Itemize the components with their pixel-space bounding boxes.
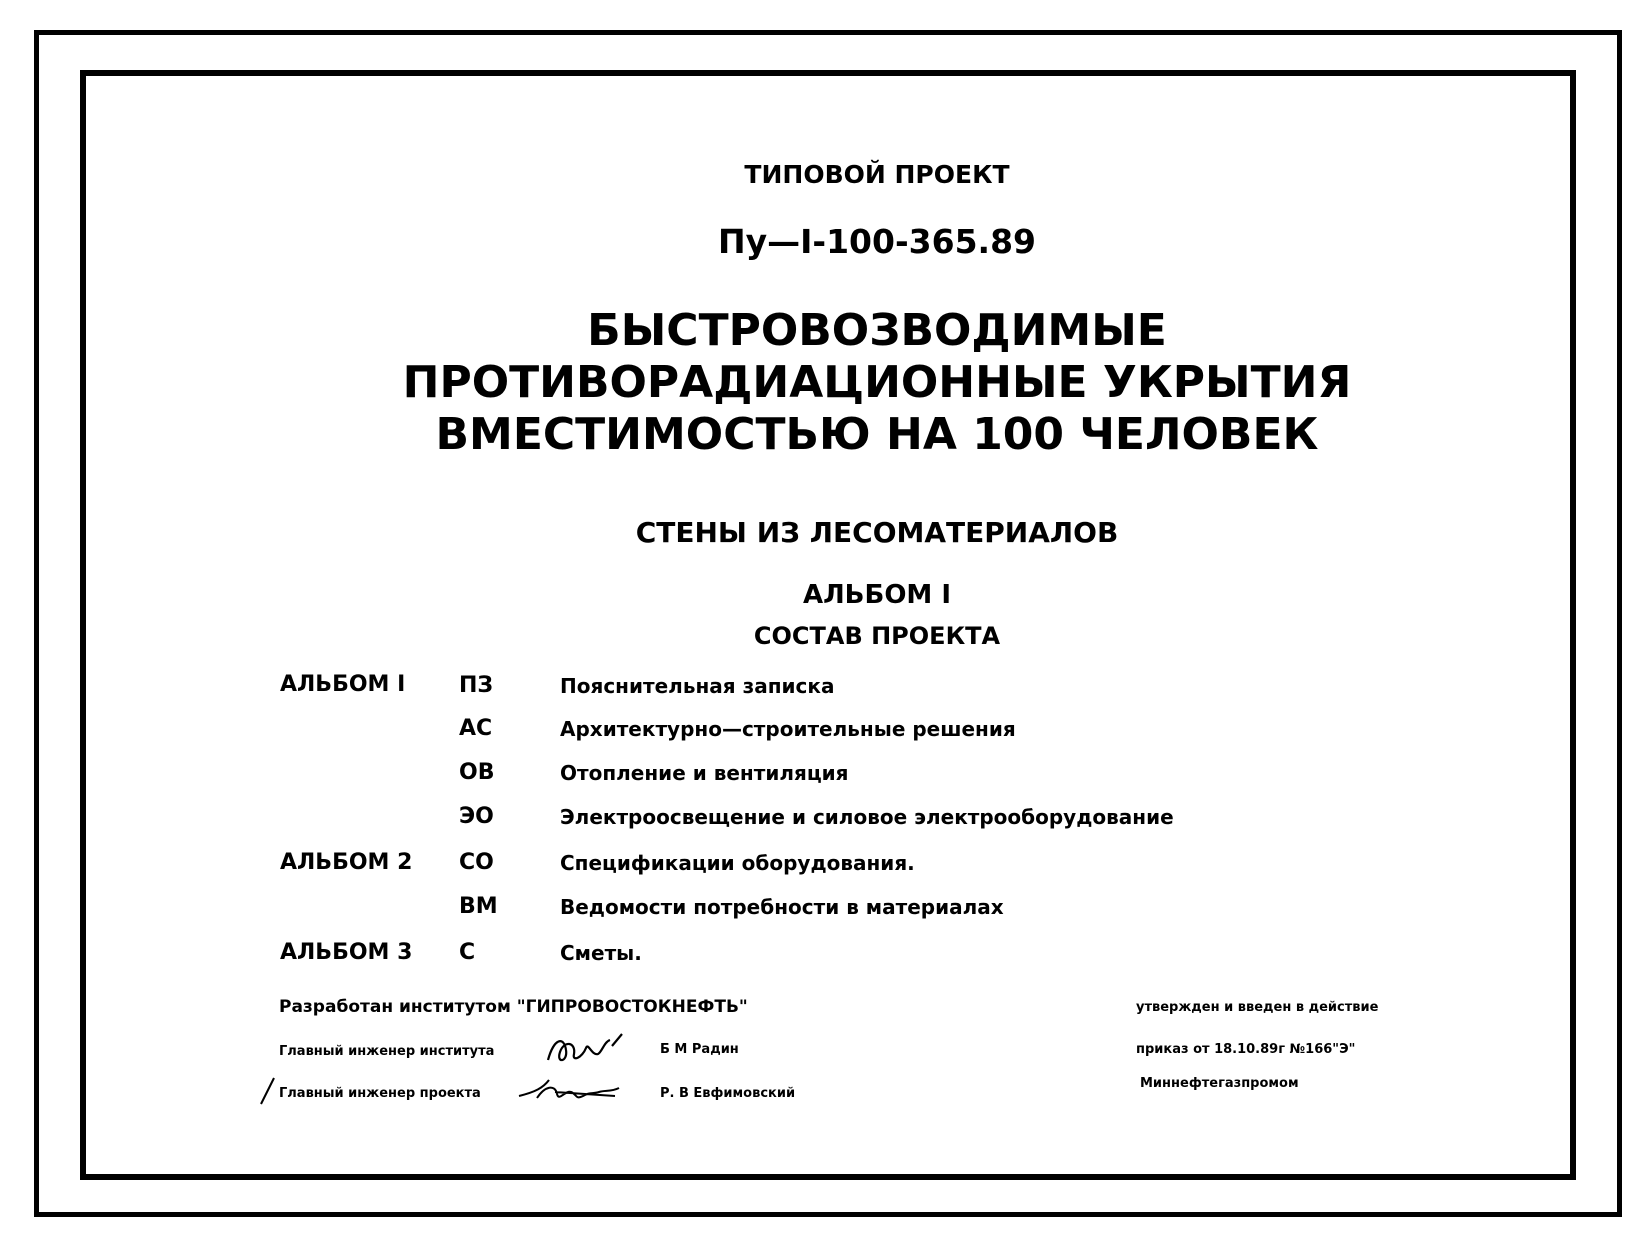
document-title xyxy=(403,305,1352,461)
row-desc: Сметы. xyxy=(560,941,642,965)
row-album: АЛЬБОМ 2 xyxy=(280,850,413,875)
row-code: ЭО xyxy=(459,804,494,829)
row-desc: Пояснительная записка xyxy=(560,674,835,698)
title-line-1: БЫСТРОВОЗВОДИМЫЕ xyxy=(587,305,1167,356)
row-code: ПЗ xyxy=(459,673,494,698)
album-heading: АЛЬБОМ I xyxy=(802,580,952,610)
title-line-2: ПРОТИВОРАДИАЦИОННЫЕ УКРЫТИЯ xyxy=(402,357,1352,408)
row-code: С xyxy=(459,940,476,965)
slash-mark xyxy=(258,1076,278,1106)
approval-line-2: приказ от 18.10.89г №166"Э" xyxy=(1136,1042,1356,1057)
row-album: АЛЬБОМ I xyxy=(280,672,406,697)
chief-project-label: Главный инженер проекта xyxy=(279,1086,481,1101)
subtitle: СТЕНЫ ИЗ ЛЕСОМАТЕРИАЛОВ xyxy=(635,516,1119,549)
row-desc: Отопление и вентиляция xyxy=(560,761,849,785)
signature-radin xyxy=(540,1028,630,1070)
chief-institute-label: Главный инженер института xyxy=(279,1044,495,1059)
row-code: АС xyxy=(459,716,493,741)
row-desc: Архитектурно—строительные решения xyxy=(560,717,1016,741)
approval-line-3: Миннефтегазпромом xyxy=(1140,1076,1299,1091)
chief-project-name: Р. В Евфимовский xyxy=(660,1086,796,1101)
row-desc: Ведомости потребности в материалах xyxy=(560,895,1004,919)
row-code: ОВ xyxy=(459,760,495,785)
row-desc: Спецификации оборудования. xyxy=(560,851,915,875)
project-type: ТИПОВОЙ ПРОЕКТ xyxy=(744,160,1010,189)
row-desc: Электроосвещение и силовое электрооборудование xyxy=(560,805,1174,829)
title-line-3: ВМЕСТИМОСТЬЮ НА 100 ЧЕЛОВЕК xyxy=(435,409,1319,460)
project-code: Пу—I-100-365.89 xyxy=(717,222,1037,261)
composition-heading: СОСТАВ ПРОЕКТА xyxy=(753,622,1001,650)
developed-by: Разработан институтом "ГИПРОВОСТОКНЕФТЬ" xyxy=(279,997,748,1017)
chief-institute-name: Б М Радин xyxy=(660,1042,739,1057)
row-album: АЛЬБОМ 3 xyxy=(280,940,413,965)
approval-line-1: утвержден и введен в действие xyxy=(1136,1000,1379,1015)
row-code: ВМ xyxy=(459,894,498,919)
row-code: СО xyxy=(459,850,494,875)
signature-evfimovsky xyxy=(515,1072,625,1106)
